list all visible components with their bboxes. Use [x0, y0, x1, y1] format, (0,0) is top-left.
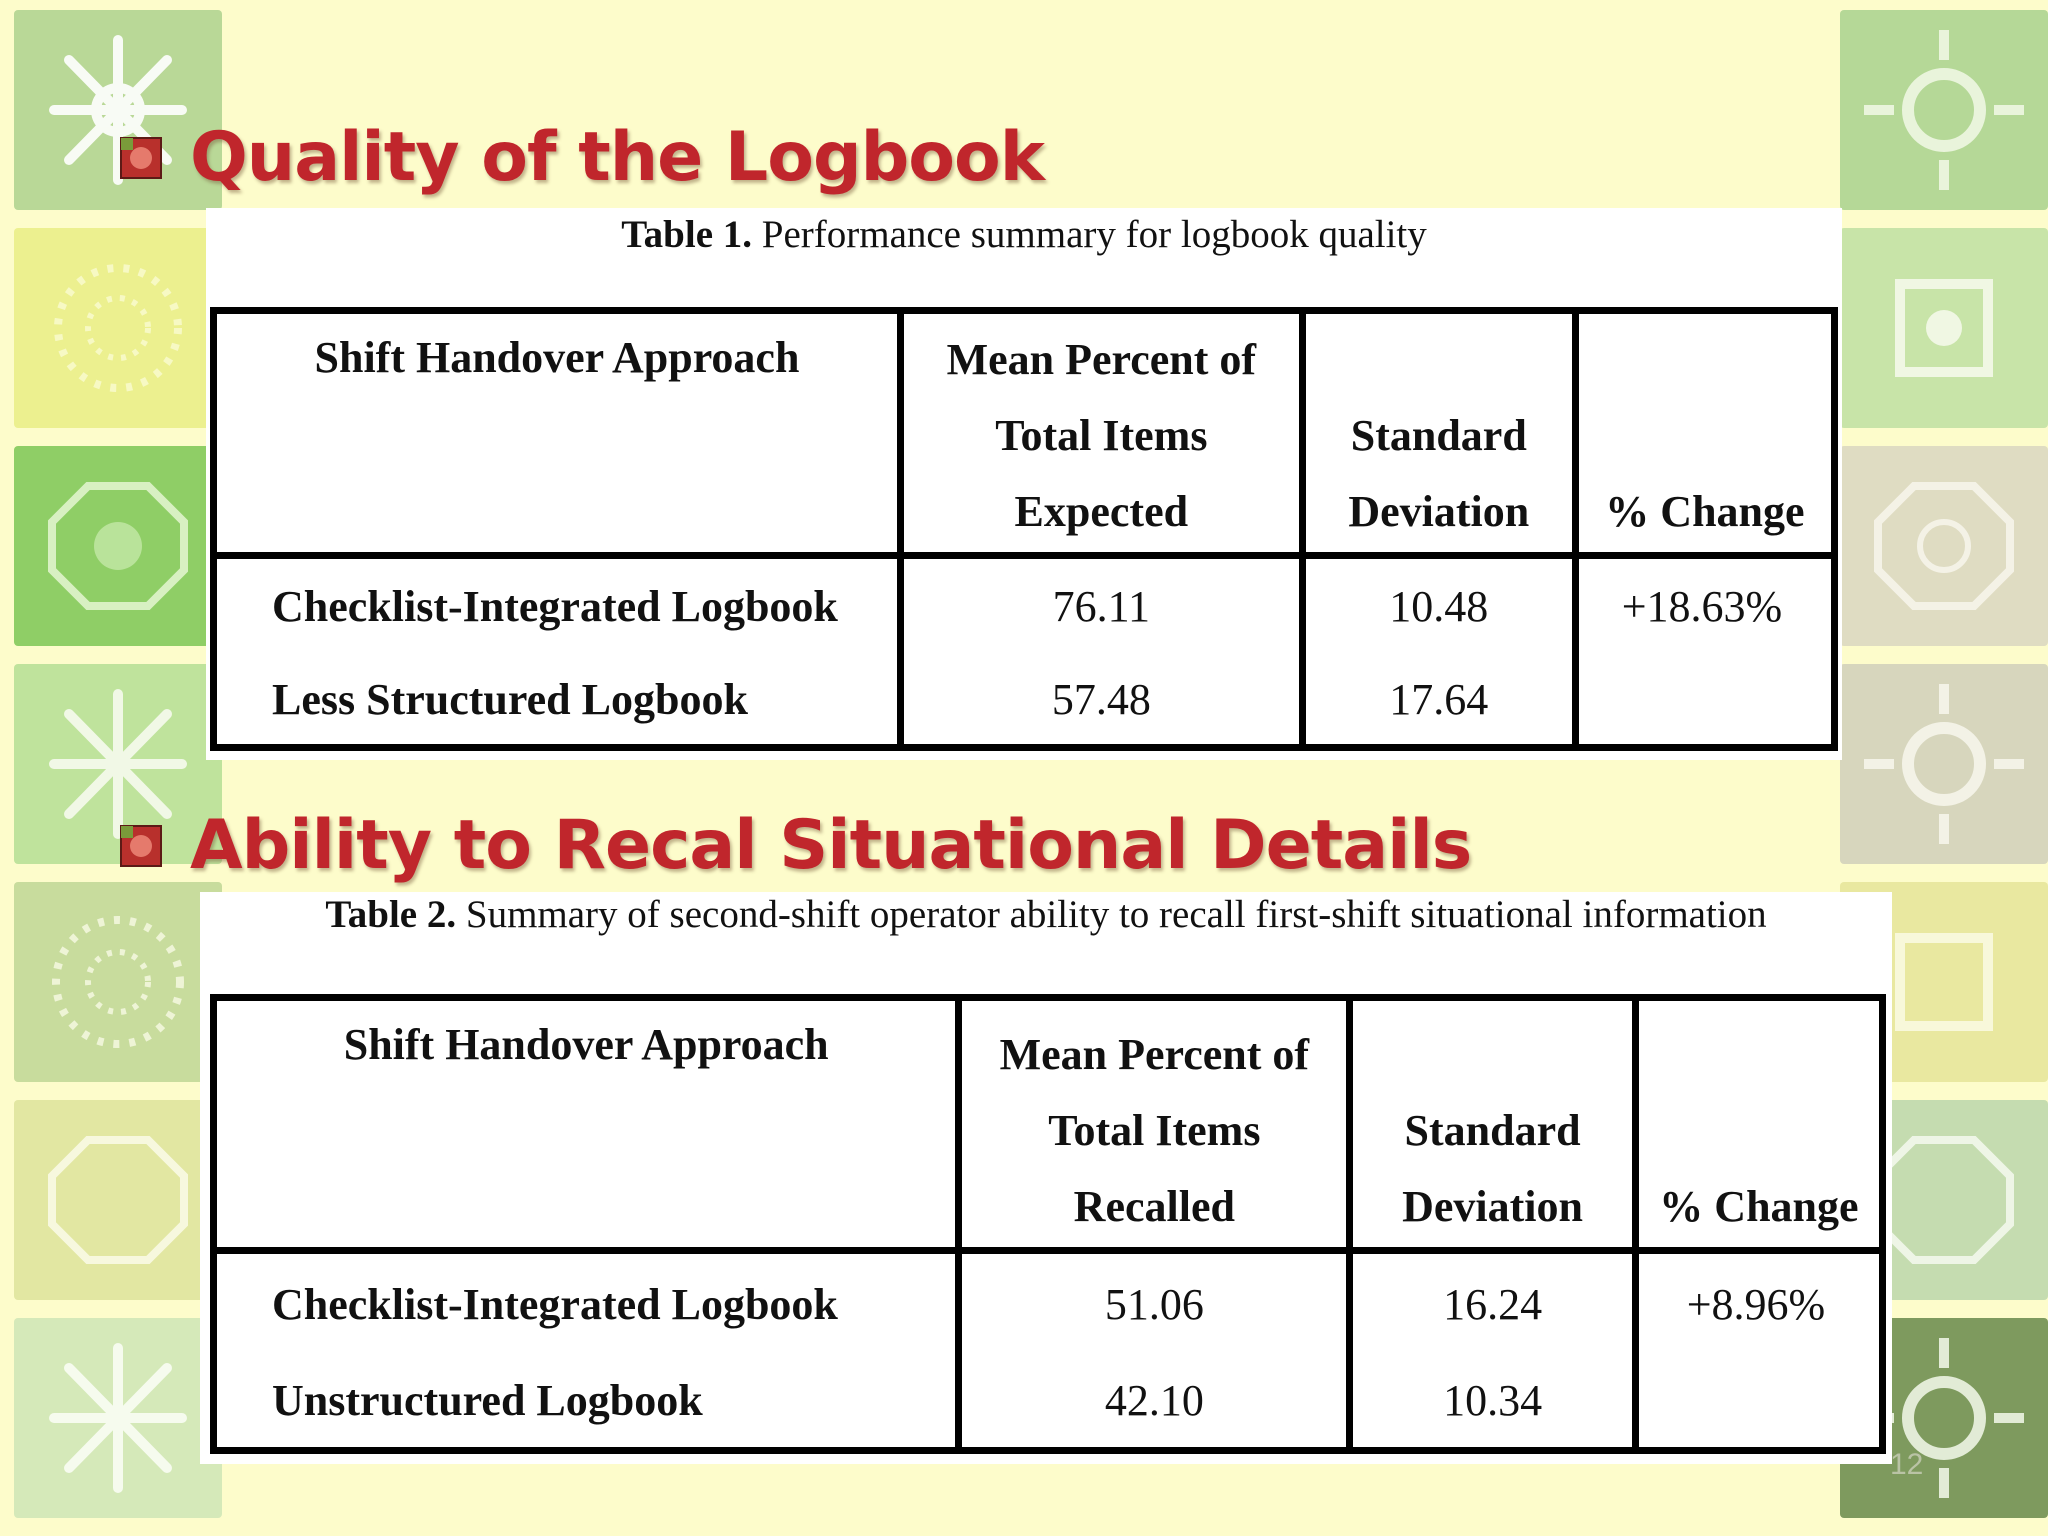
octagon-tile [14, 446, 222, 646]
section1-heading [118, 118, 1044, 197]
table1-row1-change: +18.63% [1575, 556, 1834, 655]
table2 [210, 994, 1886, 1454]
table1-row1-mean: 76.11 [900, 556, 1302, 655]
table2-row1-label: Checklist-Integrated Logbook [272, 1279, 838, 1329]
table2-header-change: % Change [1635, 998, 1882, 1251]
table1-row2-label: Less Structured Logbook [272, 674, 748, 724]
table1-caption [206, 212, 1842, 257]
table2-panel [200, 892, 1892, 1464]
table1-row2-mean: 57.48 [900, 655, 1302, 748]
star-tile [1840, 10, 2048, 210]
star-tile [1840, 664, 2048, 864]
pattern-tile [1840, 228, 2048, 428]
octagon-tile [1840, 446, 2048, 646]
table2-row2-sd: 10.34 [1350, 1354, 1636, 1450]
section2-heading-text: Ability to Recal Situational Details [190, 806, 1472, 885]
table1-caption-label: Table 1. [621, 213, 753, 256]
table2-header-approach: Shift Handover Approach [343, 1020, 829, 1069]
table1-row1-label: Checklist-Integrated Logbook [272, 582, 838, 632]
table2-header-row [214, 998, 1883, 1251]
table1-header-mean: Mean Percent of Total Items Expected [900, 311, 1302, 556]
table1-row1-sd: 10.48 [1302, 556, 1575, 655]
table-row [214, 556, 1835, 655]
dotted-tile [14, 882, 222, 1082]
red-square-bullet-icon [118, 135, 164, 181]
snowflake-tile [14, 1318, 222, 1518]
section2-heading [118, 806, 1471, 885]
table1-header-row [214, 311, 1835, 556]
table2-row1-mean: 51.06 [959, 1251, 1350, 1355]
left-decorative-tiles [14, 0, 222, 1536]
table2-row2-change [1635, 1354, 1882, 1450]
table-row [214, 655, 1835, 748]
section1-heading-text: Quality of the Logbook [190, 118, 1044, 197]
table2-row2-mean: 42.10 [959, 1354, 1350, 1450]
dotted-tile [14, 228, 222, 428]
table2-caption-label: Table 2. [325, 893, 457, 936]
table1-panel [206, 208, 1842, 760]
table1-header-approach: Shift Handover Approach [314, 333, 800, 382]
table2-header-sd: Standard Deviation [1350, 998, 1636, 1251]
octagon-tile [14, 1100, 222, 1300]
table1 [210, 307, 1838, 751]
table1-caption-text: Performance summary for logbook quality [752, 213, 1427, 256]
table2-row1-sd: 16.24 [1350, 1251, 1636, 1355]
table1-row2-sd: 17.64 [1302, 655, 1575, 748]
table2-row1-change: +8.96% [1635, 1251, 1882, 1355]
table-row [214, 1251, 1883, 1355]
table1-header-sd: Standard Deviation [1302, 311, 1575, 556]
table1-header-change: % Change [1575, 311, 1834, 556]
table2-header-mean: Mean Percent of Total Items Recalled [959, 998, 1350, 1251]
table1-row2-change [1575, 655, 1834, 748]
table-row [214, 1354, 1883, 1450]
table2-row2-label: Unstructured Logbook [272, 1376, 703, 1426]
table2-caption [200, 892, 1892, 937]
page-number: 12 [1890, 1448, 1924, 1481]
table2-caption-text: Summary of second-shift operator ability to recall first-shift situational information [456, 893, 1767, 936]
red-square-bullet-icon [118, 823, 164, 869]
